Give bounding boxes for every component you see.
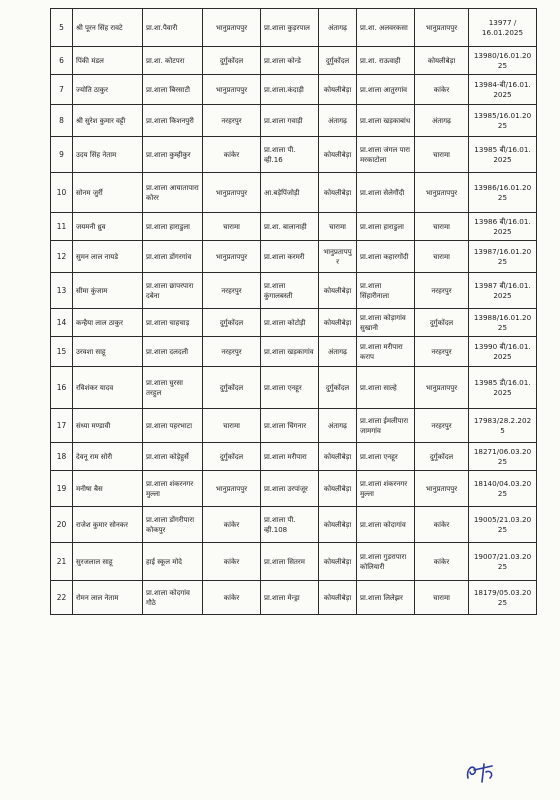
order-number-cell: 13988/16.01.2025 xyxy=(469,309,537,337)
current-school-cell: प्रा.शाला कोदगांव गौठे xyxy=(143,581,203,615)
attached-school-cell: प्रा.शाला चिंगनार xyxy=(261,409,319,443)
new-block-cell: भानुप्रतापपुर xyxy=(415,367,469,409)
teacher-name-cell: श्री पूरन सिंह रावटे xyxy=(73,9,143,47)
attached-school-cell: आ.बड़ेपिंजोड़ी xyxy=(261,173,319,213)
new-school-cell: प्रा.शाला ईमलीपारा जामगांव xyxy=(357,409,415,443)
serial-number-cell: 20 xyxy=(51,507,73,543)
new-block-cell: दुर्गुकोंदल xyxy=(415,309,469,337)
new-school-cell: प्रा.शाला कोड़ागांव सुखानी xyxy=(357,309,415,337)
current-school-cell: प्रा.शा.पैवारी xyxy=(143,9,203,47)
table-row xyxy=(51,47,537,75)
current-block-cell: चारामा xyxy=(203,409,261,443)
new-block-cell: भानुप्रतापपुर xyxy=(415,173,469,213)
serial-number-cell: 5 xyxy=(51,9,73,47)
attached-school-cell: प्रा.शाला एनहूर xyxy=(261,367,319,409)
current-school-cell: प्रा.शाला घुरसा तरहुल xyxy=(143,367,203,409)
serial-number-cell: 10 xyxy=(51,173,73,213)
attached-block-cell: कोयलीबेड़ा xyxy=(319,507,357,543)
teacher-name-cell: रोमन लाल नेताम xyxy=(73,581,143,615)
serial-number-cell: 19 xyxy=(51,471,73,507)
order-number-cell: 13985/16.01.2025 xyxy=(469,105,537,137)
table-row xyxy=(51,543,537,581)
serial-number-cell: 14 xyxy=(51,309,73,337)
serial-number-cell: 15 xyxy=(51,337,73,367)
current-block-cell: दुर्गुकोंदल xyxy=(203,309,261,337)
current-school-cell: प्रा.शाला डोंगरगांव xyxy=(143,241,203,273)
order-number-cell: 19007/21.03.2025 xyxy=(469,543,537,581)
attached-school-cell: प्रा.शाला उरपांजूर xyxy=(261,471,319,507)
new-block-cell: नरहरपुर xyxy=(415,273,469,309)
attached-block-cell: अंतागढ़ xyxy=(319,409,357,443)
attached-school-cell: प्रा.शाला.कंदाड़ी xyxy=(261,75,319,105)
current-school-cell: प्रा.शाला दलदली xyxy=(143,337,203,367)
order-number-cell: 17983/28.2.2025 xyxy=(469,409,537,443)
order-number-cell: 13986 बी/16.01. 2025 xyxy=(469,213,537,241)
current-block-cell: भानुप्रतापपुर xyxy=(203,75,261,105)
new-school-cell: प्रा.शाला मरीपारा कराप xyxy=(357,337,415,367)
attached-school-cell: प्रा.शाला सितरम xyxy=(261,543,319,581)
teacher-name-cell: पिंकी मंडल xyxy=(73,47,143,75)
table-row xyxy=(51,105,537,137)
attached-school-cell: प्रा.शाला खड़कागांव xyxy=(261,337,319,367)
teacher-name-cell: उदय सिंह नेताम xyxy=(73,137,143,173)
new-school-cell: प्रा.शाला खड़काबांध xyxy=(357,105,415,137)
current-school-cell: प्रा.शा. कोटपरा xyxy=(143,47,203,75)
new-block-cell: कोयलीबेड़ा xyxy=(415,47,469,75)
current-school-cell: प्रा.शाला किशनपुरी xyxy=(143,105,203,137)
signature-mark xyxy=(462,760,498,786)
order-number-cell: 13990 बी/16.01. 2025 xyxy=(469,337,537,367)
new-school-cell: प्रा.शाला सेलेगौंदी xyxy=(357,173,415,213)
current-school-cell: प्रा.शाला डोंगरीपारा कोकपुर xyxy=(143,507,203,543)
attached-block-cell: कोयलीबेड़ा xyxy=(319,137,357,173)
teacher-name-cell: रविशंकर यादव xyxy=(73,367,143,409)
new-block-cell: चारामा xyxy=(415,137,469,173)
table-row xyxy=(51,367,537,409)
new-school-cell: प्रा.शाला सिंहारीनाला xyxy=(357,273,415,309)
table-row xyxy=(51,213,537,241)
serial-number-cell: 22 xyxy=(51,581,73,615)
current-school-cell: प्रा.शाला चाहचाड़ xyxy=(143,309,203,337)
table-row xyxy=(51,471,537,507)
attached-block-cell: दुर्गुकोंदल xyxy=(319,47,357,75)
teacher-name-cell: देवनू राम सोरी xyxy=(73,443,143,471)
current-school-cell: प्रा.शाला पहरभाटा xyxy=(143,409,203,443)
new-block-cell: नरहरपुर xyxy=(415,409,469,443)
new-school-cell: प्रा.शाला गुडरापारा कोलियारी xyxy=(357,543,415,581)
serial-number-cell: 17 xyxy=(51,409,73,443)
order-number-cell: 13985 बी/16.01. 2025 xyxy=(469,137,537,173)
order-number-cell: 18271/06.03.2025 xyxy=(469,443,537,471)
current-block-cell: भानुप्रतापपुर xyxy=(203,9,261,47)
attached-block-cell: चारामा xyxy=(319,213,357,241)
attached-school-cell: प्रा.शाला कुड़रपाल xyxy=(261,9,319,47)
current-block-cell: नरहरपुर xyxy=(203,105,261,137)
attached-block-cell: कोयलीबेड़ा xyxy=(319,581,357,615)
order-number-cell: 13984-बी/16.01. 2025 xyxy=(469,75,537,105)
serial-number-cell: 8 xyxy=(51,105,73,137)
attached-block-cell: कोयलीबेड़ा xyxy=(319,75,357,105)
current-block-cell: भानुप्रतापपुर xyxy=(203,471,261,507)
current-block-cell: दुर्गुकोंदल xyxy=(203,367,261,409)
new-block-cell: दुर्गुकोंदल xyxy=(415,443,469,471)
table-row xyxy=(51,137,537,173)
attached-block-cell: अंतागढ़ xyxy=(319,337,357,367)
attached-block-cell: कोयलीबेड़ा xyxy=(319,443,357,471)
new-school-cell: प्रा.शाला कोदागांव xyxy=(357,507,415,543)
attached-block-cell: कोयलीबेड़ा xyxy=(319,173,357,213)
serial-number-cell: 6 xyxy=(51,47,73,75)
attached-school-cell: प्रा.शाला मरीपारा xyxy=(261,443,319,471)
new-school-cell: प्रा.शाला जंगल पारा मरकाटोला xyxy=(357,137,415,173)
current-school-cell: प्रा.शाला हाराडुला xyxy=(143,213,203,241)
teacher-name-cell: सुमन लाल नायडे xyxy=(73,241,143,273)
serial-number-cell: 12 xyxy=(51,241,73,273)
new-block-cell: नरहरपुर xyxy=(415,337,469,367)
teacher-name-cell: राजेश कुमार सोनकर xyxy=(73,507,143,543)
new-block-cell: भानुप्रतापपुर xyxy=(415,9,469,47)
current-school-cell: प्रा.शाला बिरसाटी xyxy=(143,75,203,105)
table-row xyxy=(51,309,537,337)
table-row xyxy=(51,9,537,47)
order-number-cell: 13987/16.01.2025 xyxy=(469,241,537,273)
teacher-name-cell: सोनम जुर्री xyxy=(73,173,143,213)
order-number-cell: 13987 बी/16.01. 2025 xyxy=(469,273,537,309)
teacher-name-cell: सुरजलाल साहू xyxy=(73,543,143,581)
attached-school-cell: प्रा.शाला करमरी xyxy=(261,241,319,273)
serial-number-cell: 21 xyxy=(51,543,73,581)
current-block-cell: नरहरपुर xyxy=(203,337,261,367)
current-school-cell: हाई स्कूल मोदे xyxy=(143,543,203,581)
serial-number-cell: 16 xyxy=(51,367,73,409)
current-school-cell: प्रा.शाला आयातापारा कोरर xyxy=(143,173,203,213)
new-school-cell: प्रा.शाला हाराडुला xyxy=(357,213,415,241)
teacher-name-cell: संध्या मण्डावी xyxy=(73,409,143,443)
new-school-cell: प्रा.शाला आतुरगांव xyxy=(357,75,415,105)
attached-block-cell: कोयलीबेड़ा xyxy=(319,309,357,337)
teacher-name-cell: सीमा कुंजाम xyxy=(73,273,143,309)
new-block-cell: चारामा xyxy=(415,241,469,273)
table-row xyxy=(51,241,537,273)
teacher-name-cell: श्री सुरेश कुमार वट्टी xyxy=(73,105,143,137)
transfer-list-sheet xyxy=(50,8,536,615)
new-school-cell: प्रा.शा. राऊवाही xyxy=(357,47,415,75)
new-school-cell: प्रा.शाला लिलेझर xyxy=(357,581,415,615)
serial-number-cell: 11 xyxy=(51,213,73,241)
teacher-name-cell: मनीषा बैस xyxy=(73,471,143,507)
attached-school-cell: प्रा.शाला गवाड़ी xyxy=(261,105,319,137)
current-block-cell: भानुप्रतापपुर xyxy=(203,241,261,273)
attached-block-cell: अंतागढ़ xyxy=(319,9,357,47)
table-body xyxy=(51,9,537,615)
new-block-cell: अंतागढ़ xyxy=(415,105,469,137)
teacher-name-cell: जयमनी ध्रुव xyxy=(73,213,143,241)
teacher-name-cell: ज्योति ठाकुर xyxy=(73,75,143,105)
table-row xyxy=(51,507,537,543)
current-school-cell: प्रा.शाला शंकरनगर मुल्ला xyxy=(143,471,203,507)
attached-block-cell: दुर्गुकोंदल xyxy=(319,367,357,409)
order-number-cell: 13986/16.01.2025 xyxy=(469,173,537,213)
teacher-name-cell: कन्हैया लाल ठाकुर xyxy=(73,309,143,337)
new-block-cell: चारामा xyxy=(415,213,469,241)
attached-block-cell: अंतागढ़ xyxy=(319,105,357,137)
current-school-cell: प्रा.शाला कुम्हीकुर xyxy=(143,137,203,173)
attached-block-cell: कोयलीबेड़ा xyxy=(319,543,357,581)
order-number-cell: 18179/05.03.2025 xyxy=(469,581,537,615)
table-row xyxy=(51,409,537,443)
table-row xyxy=(51,443,537,471)
current-block-cell: नरहरपुर xyxy=(203,273,261,309)
order-number-cell: 13977 / 16.01.2025 xyxy=(469,9,537,47)
table-row xyxy=(51,581,537,615)
attached-block-cell: कोयलीबेड़ा xyxy=(319,273,357,309)
serial-number-cell: 18 xyxy=(51,443,73,471)
table-row xyxy=(51,273,537,309)
order-number-cell: 13980/16.01.2025 xyxy=(469,47,537,75)
attached-school-cell: प्रा.शा. बालानाही xyxy=(261,213,319,241)
attached-school-cell: प्रा.शाला पी. व्ही.16 xyxy=(261,137,319,173)
new-block-cell: भानुप्रतापपुर xyxy=(415,471,469,507)
teacher-name-cell: उरवशा साहू xyxy=(73,337,143,367)
serial-number-cell: 13 xyxy=(51,273,73,309)
new-block-cell: कांकेर xyxy=(415,543,469,581)
current-block-cell: दुर्गुकोंदल xyxy=(203,443,261,471)
attached-school-cell: प्रा.शाला मेन्ड्रा xyxy=(261,581,319,615)
serial-number-cell: 7 xyxy=(51,75,73,105)
table-row xyxy=(51,173,537,213)
new-school-cell: प्रा.शा. अलवरकसा xyxy=(357,9,415,47)
new-block-cell: कांकेर xyxy=(415,507,469,543)
attached-school-cell: प्रा.शाला कोटोड़ी xyxy=(261,309,319,337)
new-school-cell: प्रा.शाला एनहूर xyxy=(357,443,415,471)
attached-school-cell: प्रा.शाला पी. व्ही.108 xyxy=(261,507,319,543)
serial-number-cell: 9 xyxy=(51,137,73,173)
new-block-cell: कांकेर xyxy=(415,75,469,105)
order-number-cell: 19005/21.03.2025 xyxy=(469,507,537,543)
current-school-cell: प्रा.शाला कोड़ेहुर्से xyxy=(143,443,203,471)
attached-block-cell: भानुप्रतापपु र xyxy=(319,241,357,273)
current-block-cell: कांकेर xyxy=(203,581,261,615)
table-row xyxy=(51,337,537,367)
current-school-cell: प्रा.शाला छापरपारा दबेना xyxy=(143,273,203,309)
table-row xyxy=(51,75,537,105)
attached-school-cell: प्रा.शाला कोन्डे xyxy=(261,47,319,75)
transfer-table xyxy=(50,8,537,615)
attached-block-cell: कोयलीबेड़ा xyxy=(319,471,357,507)
current-block-cell: भानुप्रतापपुर xyxy=(203,173,261,213)
new-block-cell: चारामा xyxy=(415,581,469,615)
current-block-cell: चारामा xyxy=(203,213,261,241)
current-block-cell: दुर्गुकोंदल xyxy=(203,47,261,75)
order-number-cell: 18140/04.03.2025 xyxy=(469,471,537,507)
current-block-cell: कांकेर xyxy=(203,543,261,581)
new-school-cell: प्रा.शाला साल्हे xyxy=(357,367,415,409)
new-school-cell: प्रा.शाला कहारगोंदी xyxy=(357,241,415,273)
attached-school-cell: प्रा.शाला कुंगालबस्ती xyxy=(261,273,319,309)
new-school-cell: प्रा.शाला शंकरनगर मुल्ला xyxy=(357,471,415,507)
current-block-cell: कांकेर xyxy=(203,507,261,543)
current-block-cell: कांकेर xyxy=(203,137,261,173)
order-number-cell: 13985 डी/16.01. 2025 xyxy=(469,367,537,409)
